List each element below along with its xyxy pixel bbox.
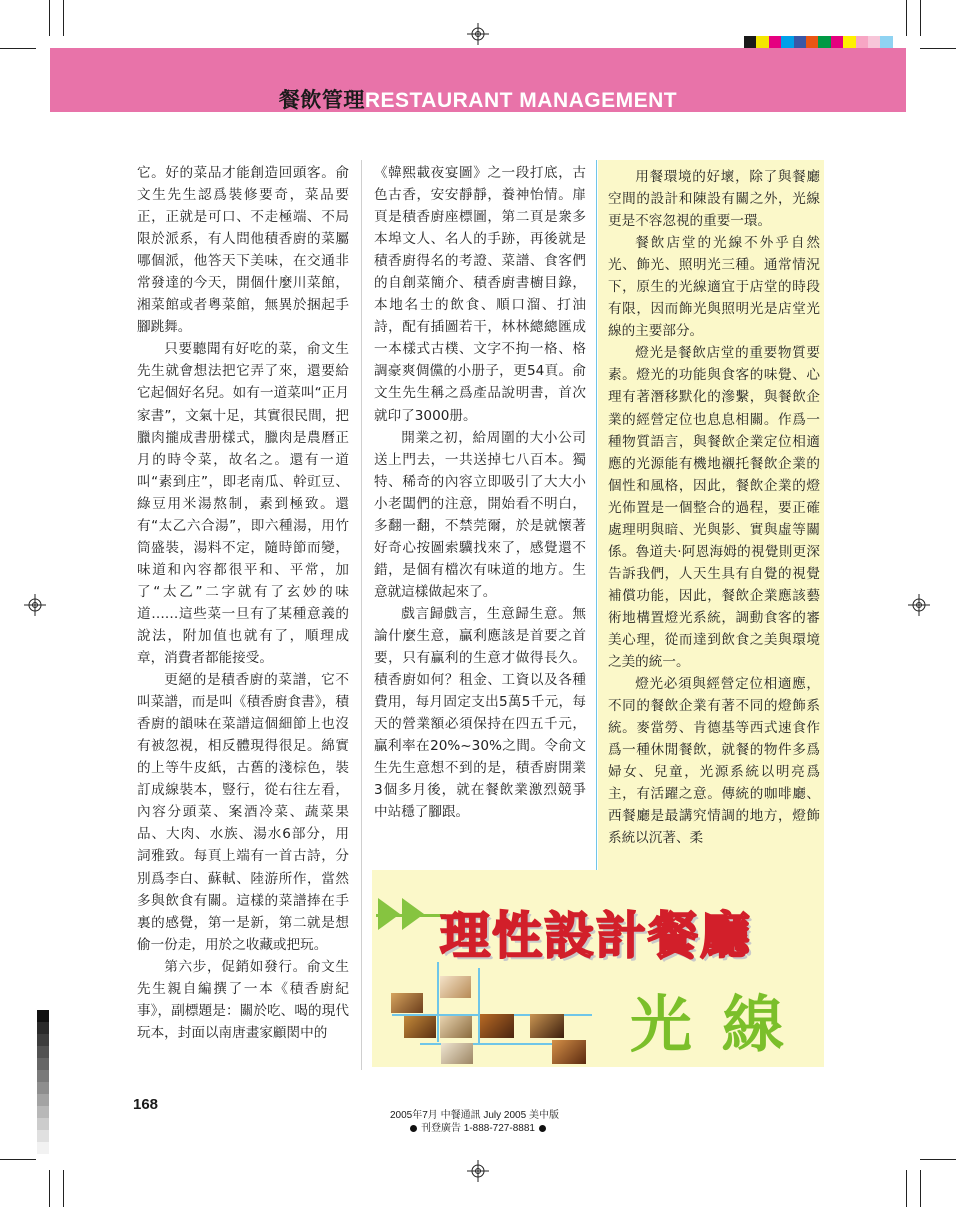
color-swatch [744,36,756,48]
color-swatch [769,36,781,48]
gray-swatch [37,1118,49,1130]
sidebar-column [608,166,820,876]
restaurant-photo [440,976,471,998]
paragraph: 燈光必須與經營定位相適應，不同的餐飲企業有著不同的燈飾系統。麥當勞、肯德基等西式速食作爲一種休閒餐飲，就餐的物件多爲婦女、兒童，光源系統以明亮爲主，有活躍之意。傳統的咖啡廳、西餐廳是最講究情調的地方，燈飾系統以沉著、柔 [608,676,820,847]
paragraph: 它。好的菜品才能創造回頭客。俞文生先生認爲裝修要奇，菜品要正，正就是可口、不走極端、不局限於派系，有人問他積香廚的菜屬哪個派，他答天下美味，在交通非常發達的今天，開個什麼川菜館，湘菜館或者粵菜館，無異於捆起手腳跳舞。 [137,165,349,336]
paragraph: 只要聽聞有好吃的菜，俞文生先生就會想法把它弄了來，還要給它起個好名兒。如有一道菜叫“正月家書”，文氣十足，其實很民間，把臘肉攏成書册樣式，臘肉是農曆正月的時令菜，故名之。還有一道叫“素到庄”，即老南瓜、幹豇豆、綠豆用米湯熬制，素到極致。還有“太乙六合湯”，即六種湯，用竹筒盛裝，湯料不定，隨時節而變，味道和內容都很平和、平常，加了“太乙”二字就有了玄妙的味道……這些菜一旦有了某種意義的說法，附加值也就有了，順理成章，消費者都能接受。 [137,341,349,667]
paragraph: 更絕的是積香廚的菜譜，它不叫菜譜，而是叫《積香廚食書》，積香廚的韻味在菜譜這個細節上也沒有被忽視，相反體現得很足。綿實的上等牛皮紙，古舊的淺棕色，裝訂成線裝本，豎行，從右往左看，內容分頭菜、案酒冷菜、蔬菜果品、大肉、水族、湯水6部分，用詞雅致。每頁上端有一首古詩，分別爲李白、蘇軾、陸游所作，當然多與飲食有關。這樣的菜譜捧在手裏的感覺，第一是新，第二就是想偷一份走，用於之收藏或把玩。 [137,672,349,953]
crop-mark [63,1170,64,1207]
header-title-en: RESTAURANT MANAGEMENT [364,89,678,112]
bullet-icon [539,1125,546,1132]
color-swatch [794,36,806,48]
gray-swatch [37,1142,49,1154]
color-swatch [868,36,880,48]
registration-mark-right [908,594,930,616]
restaurant-photo [441,1043,473,1064]
gray-swatch [37,1010,49,1022]
color-swatch [806,36,818,48]
gray-swatch [37,1046,49,1058]
column-divider [361,160,362,1070]
color-swatch [843,36,855,48]
footer-ad-text: 刊登廣告 1-888-727-8881 [421,1123,535,1134]
footer-ad-line [406,1119,550,1134]
gray-swatch [37,1022,49,1034]
color-swatch [831,36,843,48]
paragraph: 第六步，促銷如發行。俞文生先生親自編撰了一本《積香廚紀事》，副標題是：關於吃、喝的現代玩本，封面以南唐畫家顧閎中的 [137,958,349,1041]
paragraph: 《韓熙載夜宴圖》之一段打底，古色古香，安安靜靜，養神怡情。扉頁是積香廚座標圖，第二頁是衆多本埠文人、名人的手跡，再後就是積香廚得名的考證、菜譜、食客們的自創菜簡介、積香廚書櫥目錄，本地名士的飲食、順口溜、打油詩，配有插圖若干，林林總總匯成一本樣式古樸、文字不拘一格、格調豪爽倜儻的小册子，更54頁。俞文生先生稱之爲產品說明書，首次就印了3000册。 [374,165,586,424]
paragraph: 燈光是餐飲店堂的重要物質要素。燈光的功能與食客的味覺、心理有著潛移默化的滲繫，與餐飲企業的經營定位也息息相關。作爲一種物質語言，與餐飲企業定位相適應的光源能有機地襯托餐飲企業的個性和風格，因此，餐飲企業的燈光佈置是一個整合的過程，要正確處理明與暗、光與影、實與虛等關係。魯道夫·阿恩海姆的視覺則更深告訴我們，人天生具有自覺的視覺補償功能，因此，餐飲企業應該藝術地構置燈光系統，調動食客的審美心理，從而達到飲食之美與環境之美的統一。 [608,345,820,671]
color-swatch [756,36,768,48]
color-swatch [856,36,868,48]
restaurant-photo [391,993,423,1013]
restaurant-photo [480,1014,514,1038]
registration-mark-left [24,594,46,616]
grayscale-strip [37,1010,49,1154]
crop-mark [920,0,921,36]
graphic-subtitle: 光線 [630,988,815,1061]
header-title [50,84,906,114]
gray-swatch [37,1034,49,1046]
paragraph: 開業之初，給周圍的大小公司送上門去，一共送掉七八百本。獨特、稀奇的內容立即吸引了大大小小老闆們的注意，開始看不明白，多翻一翻，不禁莞爾，於是就懷著好奇心按圖索驥找來了，感覺還不錯，是個有檔次有味道的地方。生意就這樣做起來了。 [374,429,586,600]
color-swatch [781,36,793,48]
graphic-title: 理性設計餐廳 [440,907,752,965]
page-number: 168 [133,1096,159,1113]
color-swatch [818,36,830,48]
gray-swatch [37,1058,49,1070]
accent-line [437,962,439,1042]
registration-mark-bottom [467,1160,489,1182]
footer-issue-line: 2005年7月 中餐通訊 July 2005 美中版 [390,1110,559,1121]
crop-mark [63,0,64,36]
crop-mark [906,1170,907,1207]
paragraph: 戲言歸戲言，生意歸生意。無論什麼生意，贏利應該是首要之首要，只有贏利的生意才做得長久。積香廚如何？租金、工資以及各種費用，每月固定支出5萬5千元，每天的營業額必須保持在四五千元，贏利率在20%~30%之間。令俞文生先生意想不到的是，積香廚開業3個多月後，就在餐飲業激烈競爭中站穩了腳跟。 [374,605,586,821]
color-swatch [880,36,892,48]
crop-mark [0,48,36,49]
crop-mark [49,1170,50,1207]
article-column-2 [374,162,586,872]
paragraph: 餐飲店堂的光線不外乎自然光、飾光、照明光三種。通常情況下，原生的光線適宜于店堂的時段有限，因而飾光與照明光是店堂光線的主要部分。 [608,235,820,340]
gray-swatch [37,1130,49,1142]
gray-swatch [37,1094,49,1106]
restaurant-photo [530,1014,564,1038]
header-title-zh: 餐飲管理 [278,88,365,112]
gray-swatch [37,1070,49,1082]
crop-mark [920,48,956,49]
registration-mark-top [467,23,489,45]
header-band [50,48,906,112]
bullet-icon [410,1125,417,1132]
gray-swatch [37,1082,49,1094]
gray-swatch [37,1106,49,1118]
column-divider [596,160,597,872]
paragraph: 用餐環境的好壞，除了與餐廳空間的設計和陳設有關之外，光線更是不容忽視的重要一環。 [608,169,820,230]
crop-mark [920,1159,956,1160]
print-color-bar [744,36,893,48]
article-column-1 [137,162,349,1067]
restaurant-photo [440,1016,472,1038]
crop-mark [906,0,907,36]
crop-mark [0,1159,36,1160]
accent-line [376,914,446,917]
restaurant-photo [404,1016,436,1038]
crop-mark [920,1170,921,1207]
crop-mark [49,0,50,36]
restaurant-photo [552,1040,586,1064]
